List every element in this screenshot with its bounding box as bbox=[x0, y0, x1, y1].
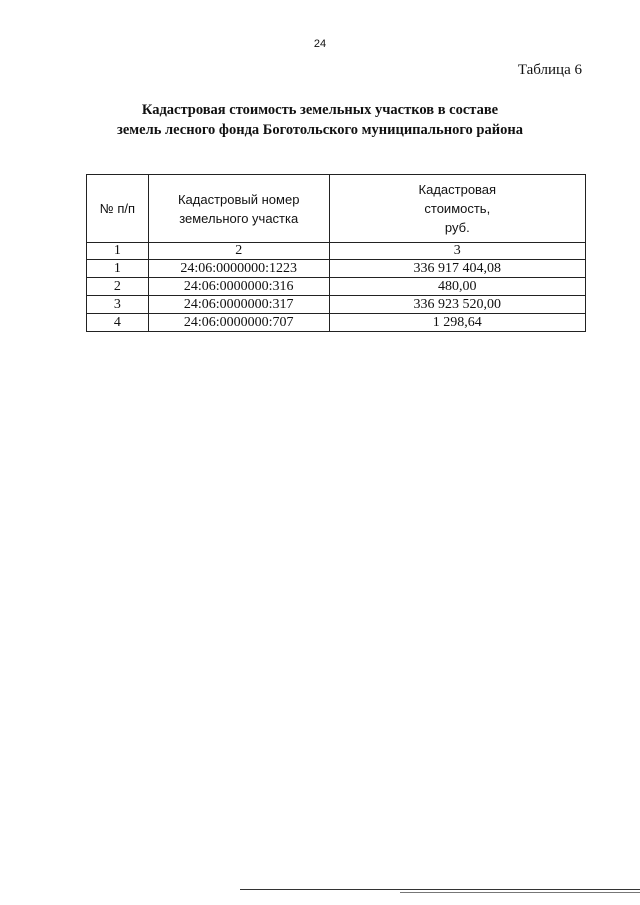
cadastral-value: 336 917 404,08 bbox=[329, 260, 585, 278]
row-number: 4 bbox=[87, 314, 149, 332]
cadastral-number: 24:06:0000000:707 bbox=[148, 314, 329, 332]
header-cadastral-value-line-1: Кадастровая bbox=[418, 182, 497, 197]
table-row bbox=[87, 260, 586, 278]
header-cadastral-value bbox=[329, 175, 585, 243]
cadastral-number: 24:06:0000000:316 bbox=[148, 278, 329, 296]
row-number: 3 bbox=[87, 296, 149, 314]
header-cadastral-value-line-3: руб. bbox=[444, 220, 470, 235]
cadastral-value-table bbox=[86, 174, 586, 332]
cadastral-value: 480,00 bbox=[329, 278, 585, 296]
cadastral-value: 336 923 520,00 bbox=[329, 296, 585, 314]
header-cadastral-number-line-1: Кадастровый номер bbox=[177, 191, 300, 207]
row-number: 1 bbox=[87, 260, 149, 278]
cadastral-value: 1 298,64 bbox=[329, 314, 585, 332]
cadastral-number: 24:06:0000000:1223 bbox=[148, 260, 329, 278]
page-number: 24 bbox=[313, 38, 327, 50]
column-number-1: 1 bbox=[87, 243, 149, 260]
table-row bbox=[87, 278, 586, 296]
column-number-row bbox=[87, 243, 586, 260]
header-number: № п/п bbox=[87, 175, 149, 243]
column-number-2: 2 bbox=[148, 243, 329, 260]
bottom-scan-line bbox=[240, 889, 640, 890]
table-header-row bbox=[87, 175, 586, 243]
table-row bbox=[87, 314, 586, 332]
column-number-3: 3 bbox=[329, 243, 585, 260]
row-number: 2 bbox=[87, 278, 149, 296]
table-row bbox=[87, 296, 586, 314]
header-cadastral-number bbox=[148, 175, 329, 243]
title-line-2: земель лесного фонда Боготольского муниципального района bbox=[117, 122, 523, 138]
table-label: Таблица 6 bbox=[517, 62, 582, 78]
cadastral-number: 24:06:0000000:317 bbox=[148, 296, 329, 314]
document-title bbox=[60, 100, 580, 140]
bottom-scan-line-secondary bbox=[400, 892, 640, 893]
header-cadastral-value-line-2: стоимость, bbox=[424, 201, 491, 216]
title-line-1: Кадастровая стоимость земельных участков в составе bbox=[141, 102, 499, 118]
header-cadastral-number-line-2: земельного участка bbox=[179, 210, 299, 226]
